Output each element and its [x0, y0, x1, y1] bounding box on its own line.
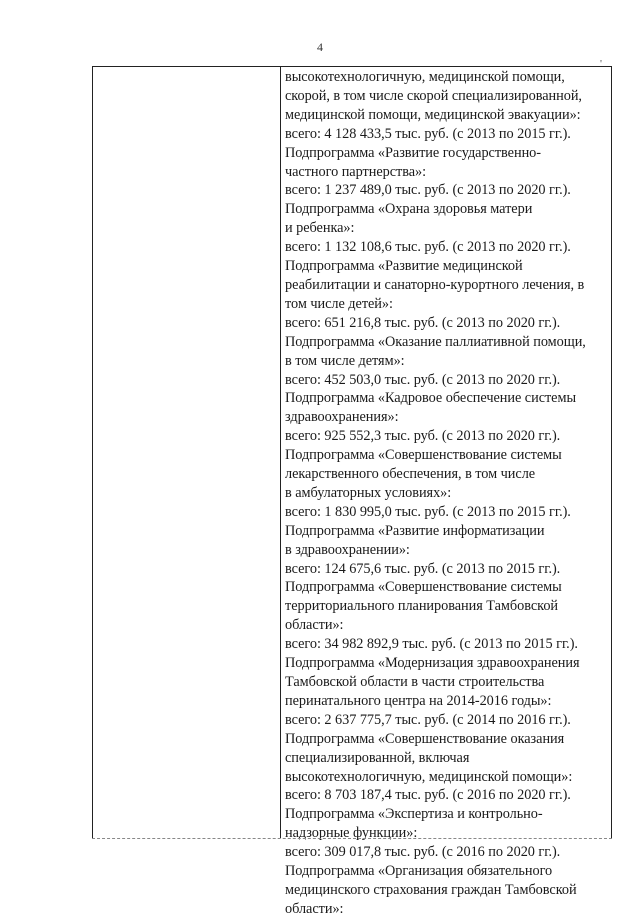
text-line: всего: 651 216,8 тыс. руб. (с 2013 по 2020 гг.). — [285, 314, 561, 331]
scan-mark: ' — [600, 58, 602, 70]
text-line: Подпрограмма «Совершенствование системы — [285, 579, 562, 596]
text-line: всего: 1 830 995,0 тыс. руб. (с 2013 по 2015 гг.). — [285, 503, 571, 520]
text-line: в здравоохранении»: — [285, 541, 410, 558]
text-line: всего: 1 132 108,6 тыс. руб. (с 2013 по 2020 гг.). — [285, 239, 571, 256]
text-line: всего: 34 982 892,9 тыс. руб. (с 2013 по 2015 гг.). — [285, 636, 578, 653]
text-line: скорой, в том числе скорой специализированной, — [285, 87, 582, 104]
text-line: Подпрограмма «Совершенствование оказания — [285, 730, 565, 747]
table-bottom-edge — [92, 838, 612, 839]
text-line: частного партнерства»: — [285, 163, 427, 180]
text-line: Подпрограмма «Развитие государственно- — [285, 144, 541, 161]
text-line: всего: 8 703 187,4 тыс. руб. (с 2016 по 2020 гг.). — [285, 787, 571, 804]
page-number: 4 — [317, 40, 323, 54]
text-line: всего: 4 128 433,5 тыс. руб. (с 2013 по 2015 гг.). — [285, 125, 571, 142]
text-line: в амбулаторных условиях»: — [285, 484, 452, 501]
text-line: Подпрограмма «Модернизация здравоохранения — [285, 655, 580, 672]
text-line: перинатального центра на 2014-2016 годы»: — [285, 692, 552, 709]
text-line: области»: — [285, 900, 344, 917]
text-line: всего: 925 552,3 тыс. руб. (с 2013 по 2020 гг.). — [285, 428, 561, 445]
text-line: всего: 452 503,0 тыс. руб. (с 2013 по 2020 гг.). — [285, 371, 561, 388]
text-line: всего: 1 237 489,0 тыс. руб. (с 2013 по 2020 гг.). — [285, 182, 571, 199]
text-line: Подпрограмма «Совершенствование системы — [285, 447, 562, 464]
text-line: высокотехнологичную, медицинской помощи»: — [285, 768, 573, 785]
text-line: Подпрограмма «Оказание паллиативной помощи, — [285, 333, 586, 350]
text-line: всего: 309 017,8 тыс. руб. (с 2016 по 2020 гг.). — [285, 844, 561, 861]
table-left-column — [93, 67, 281, 838]
text-line: Подпрограмма «Экспертиза и контрольно- — [285, 806, 543, 823]
text-line: Подпрограмма «Организация обязательного — [285, 863, 553, 880]
text-line: в том числе детям»: — [285, 352, 405, 369]
text-line: здравоохранения»: — [285, 409, 399, 426]
text-line: Подпрограмма «Кадровое обеспечение системы — [285, 390, 577, 407]
text-line: Подпрограмма «Охрана здоровья матери — [285, 201, 533, 218]
text-line: специализированной, включая — [285, 749, 470, 766]
text-line: территориального планирования Тамбовской — [285, 598, 559, 615]
text-line: всего: 124 675,6 тыс. руб. (с 2013 по 2015 гг.). — [285, 560, 561, 577]
content-table — [92, 66, 612, 917]
text-line: медицинского страхования граждан Тамбовской — [285, 881, 577, 898]
text-line: лекарственного обеспечения, в том числе — [285, 466, 536, 483]
text-line: надзорные функции»: — [285, 825, 418, 842]
text-line: реабилитации и санаторно-курортного лечения, в — [285, 276, 585, 293]
text-line: Тамбовской области в части строительства — [285, 674, 545, 690]
text-line: Подпрограмма «Развитие информатизации — [285, 522, 545, 539]
text-line: Подпрограмма «Развитие медицинской — [285, 258, 523, 275]
text-line: и ребенка»: — [285, 220, 355, 237]
text-line: высокотехнологичную, медицинской помощи, — [285, 69, 565, 85]
table-right-column — [285, 68, 607, 919]
text-line: том числе детей»: — [285, 295, 393, 312]
text-line: области»: — [285, 617, 344, 634]
text-line: медицинской помощи, медицинской эвакуации»: — [285, 106, 581, 123]
text-line: всего: 2 637 775,7 тыс. руб. (с 2014 по 2016 гг.). — [285, 711, 571, 728]
